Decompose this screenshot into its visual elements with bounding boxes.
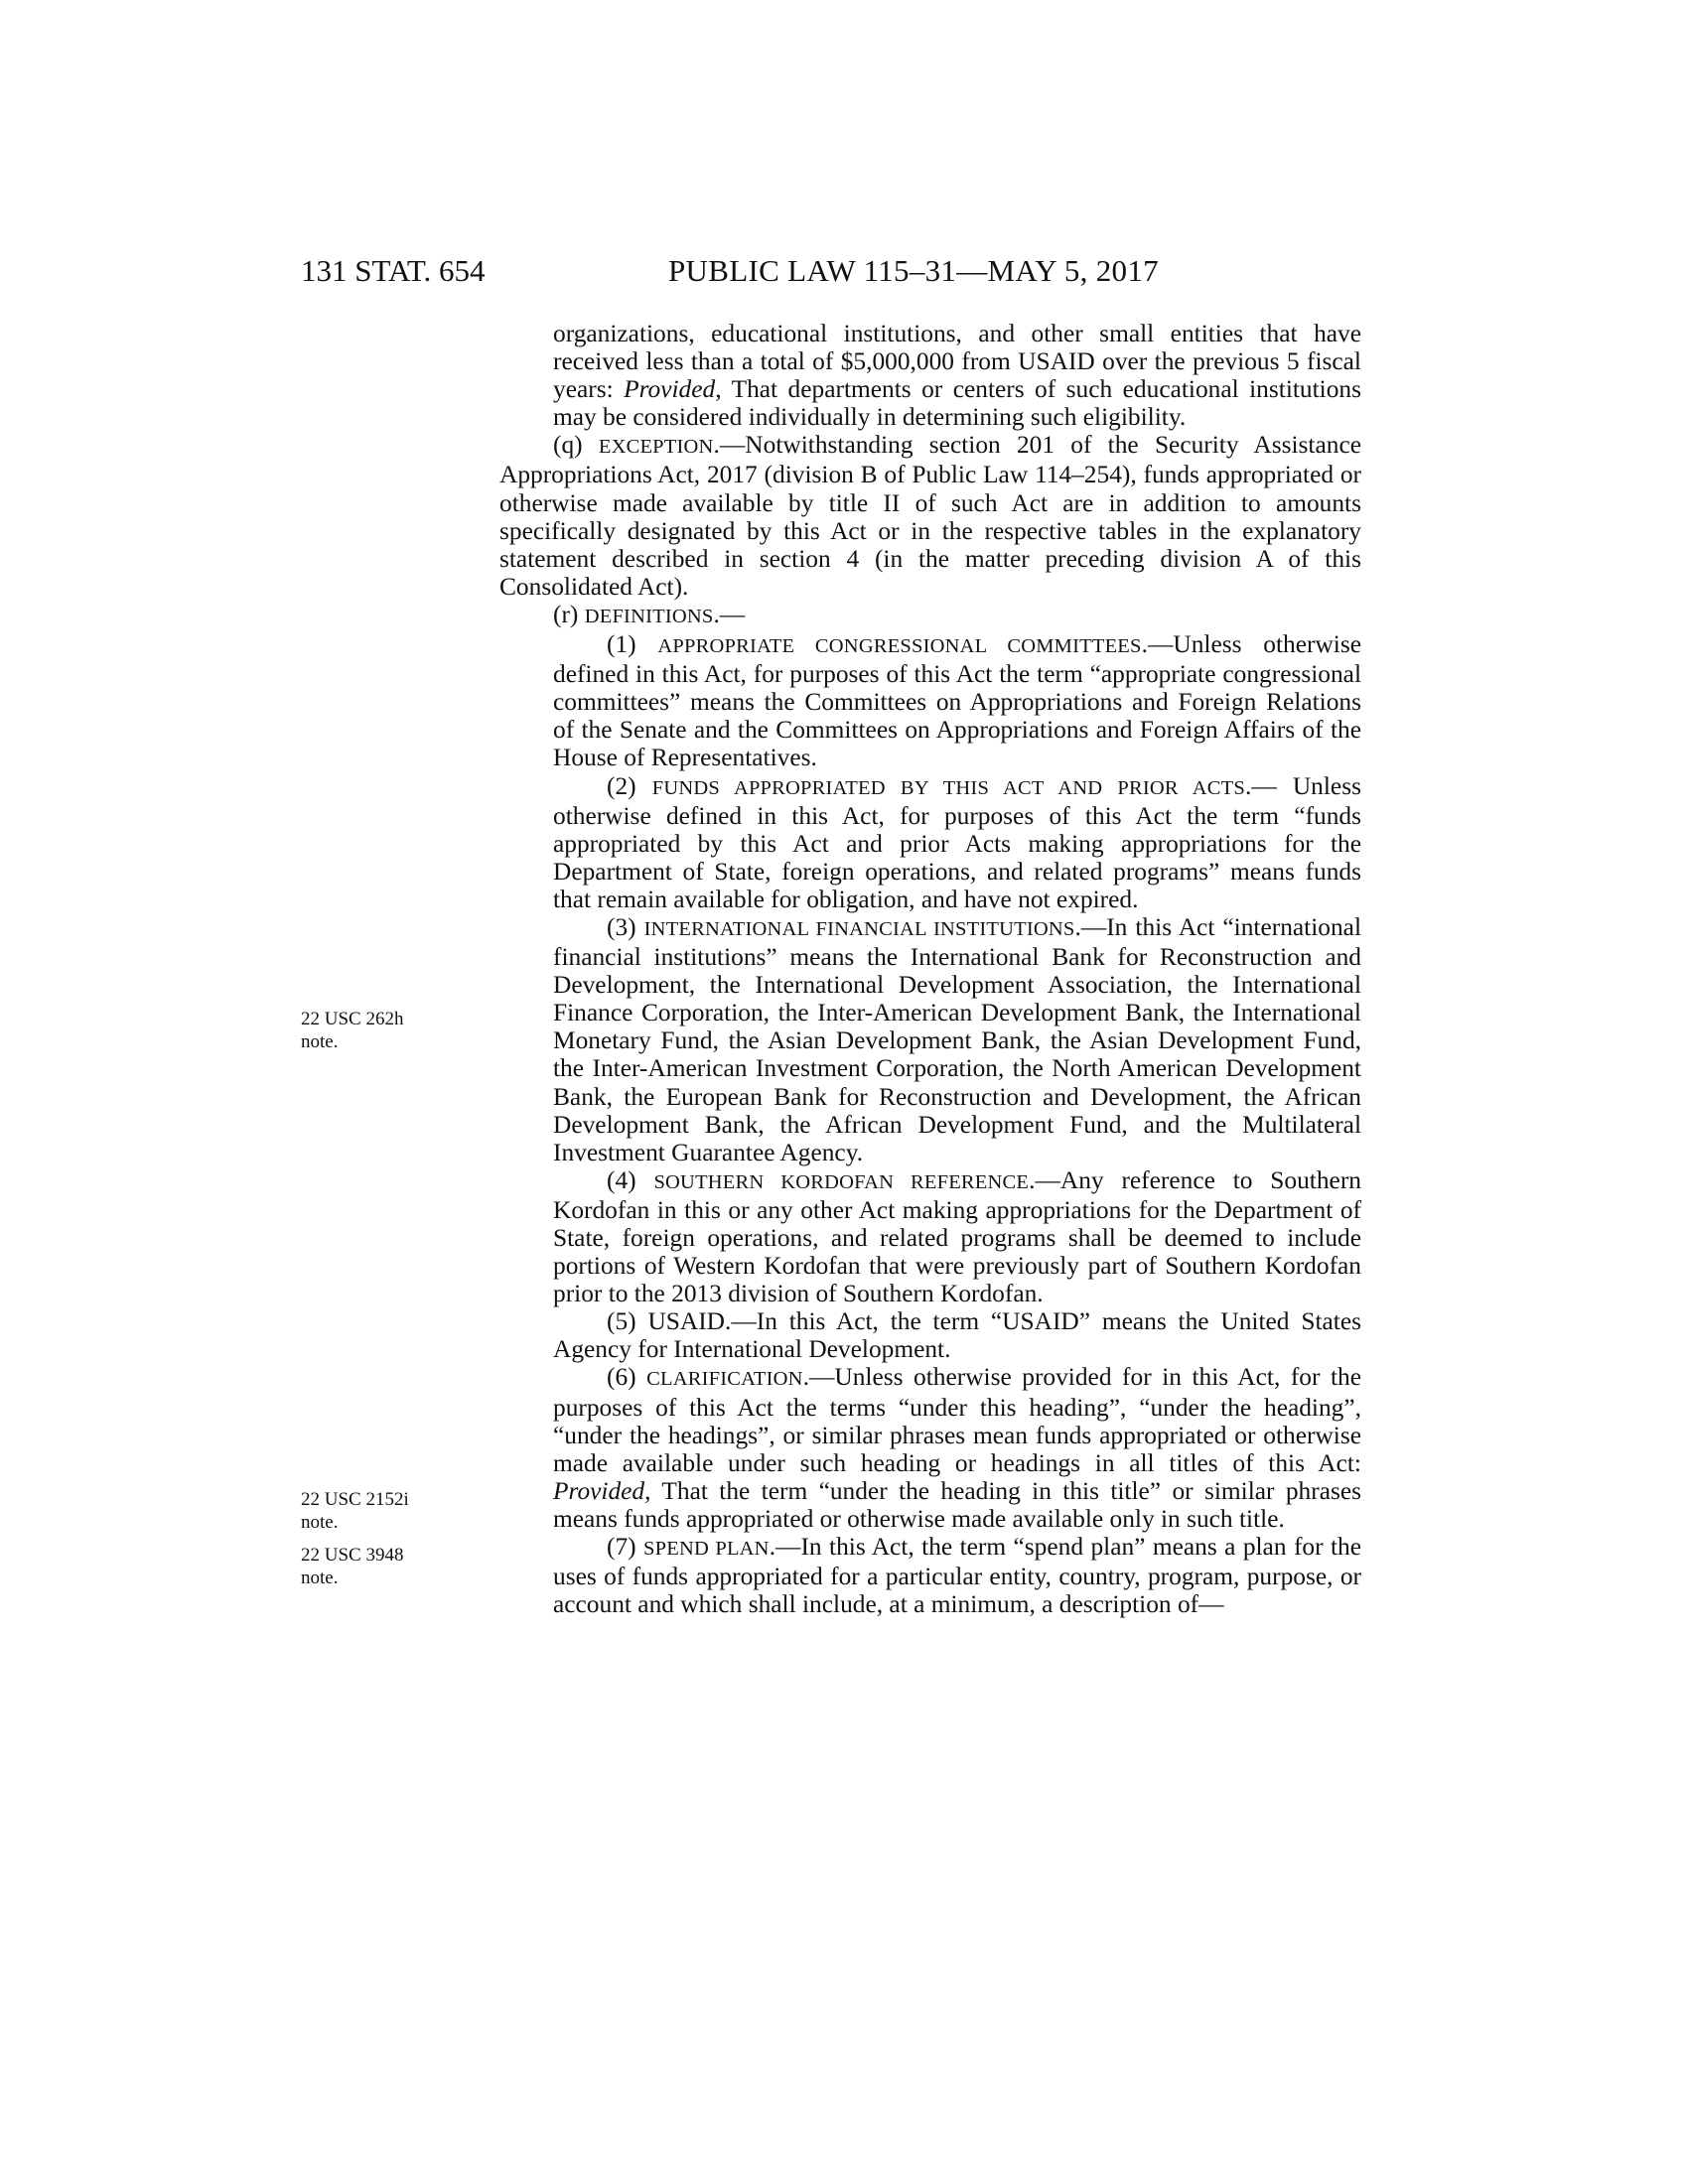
margin-note-citation: 22 USC 2152i xyxy=(301,1489,409,1510)
definition-2: (2) FUNDS APPROPRIATED BY THIS ACT AND PRIOR ACTS.— Unless otherwise defined in this Act, for purposes of this Act the term “funds appropriated by this Act and prior Acts making appropriations for the Department of State, foreign operations, and related programs” means funds that remain available for obligation, and have not expired. xyxy=(553,771,1361,913)
margin-note-suffix: note. xyxy=(301,1512,339,1533)
caption: DEFINITIONS xyxy=(584,605,714,627)
definition-4: (4) SOUTHERN KORDOFAN REFERENCE.—Any reference to Southern Kordofan in this or any other Act making appropriations for the Department of State, foreign operations, and related programs shall be deemed to include portions of Western Kordofan that were previously part of Southern Kordofan prior to the 2013 division of Southern Kordofan. xyxy=(553,1165,1361,1308)
definition-3: (3) INTERNATIONAL FINANCIAL INSTITUTIONS.—In this Act “international financial institutions” means the International Bank for Reconstruction and Development, the International Development Association, the International Finance Corporation, the Inter-American Development Bank, the International Monetary Fund, the Asian Development Bank, the Asian Development Fund, the Inter-American Investment Corporation, the North American Development Bank, the European Bank for Reconstruction and Development, the African Development Bank, the African Development Fund, and the Multilateral Investment Guarantee Agency. xyxy=(553,912,1361,1166)
paragraph-continuation: organizations, educational institutions, and other small entities that have received less than a total of $5,000,000 from USAID over the previous 5 fiscal years: Provided, That departments or centers of such educational institutions may be considered individually in determining such eligibility. xyxy=(553,320,1361,432)
caption: SPEND PLAN xyxy=(643,1538,770,1561)
margin-note-usc-2152i xyxy=(301,1488,430,1534)
caption: CLARIFICATION xyxy=(646,1368,803,1391)
definition-5: (5) USAID.—In this Act, the term “USAID” means the United States Agency for International Development. xyxy=(553,1307,1361,1364)
caption: APPROPRIATE CONGRESSIONAL COMMITTEES xyxy=(657,635,1142,658)
margin-note-usc-3948 xyxy=(301,1544,430,1589)
statute-page-number: 131 STAT. 654 xyxy=(301,253,486,288)
subsection-q-exception: (q) EXCEPTION.—Notwithstanding section 201 of the Security Assistance Appropriations Act, 2017 (division B of Public Law 114–254), funds appropriated or otherwise made available by title II of such Act are in addition to amounts specifically designated by this Act or in the respective tables in the explanatory statement described in section 4 (in the matter preceding division A of this Consolidated Act). xyxy=(499,431,1361,601)
caption: EXCEPTION xyxy=(598,436,714,459)
margin-note-suffix: note. xyxy=(301,1568,339,1588)
subsection-r-definitions: (r) DEFINITIONS.— xyxy=(553,600,746,628)
public-law-title: PUBLIC LAW 115–31—MAY 5, 2017 xyxy=(668,253,1159,288)
statute-body xyxy=(499,320,1361,1618)
margin-note-citation: 22 USC 262h xyxy=(301,1009,404,1029)
margin-note-suffix: note. xyxy=(301,1031,339,1052)
page-header xyxy=(0,253,1688,293)
definition-1: (1) APPROPRIATE CONGRESSIONAL COMMITTEES.—Unless otherwise defined in this Act, for purposes of this Act the term “appropriate congressional committees” means the Committees on Appropriations and Foreign Relations of the Senate and the Committees on Appropriations and Foreign Affairs of the House of Representatives. xyxy=(553,630,1361,772)
caption: FUNDS APPROPRIATED BY THIS ACT AND PRIOR ACTS xyxy=(651,776,1245,799)
definition-7: (7) SPEND PLAN.—In this Act, the term “spend plan” means a plan for the uses of funds appropriated for a particular entity, country, program, purpose, or account and which shall include, at a minimum, a description of— xyxy=(553,1533,1361,1619)
caption: INTERNATIONAL FINANCIAL INSTITUTIONS xyxy=(643,917,1075,940)
definition-6: (6) CLARIFICATION.—Unless otherwise provided for in this Act, for the purposes of this Act the terms “under this heading”, “under the heading”, “under the headings”, or similar phrases mean funds appropriated or otherwise made available under such heading or headings in all titles of this Act: Provided, That the term “under the heading in this title” or similar phrases means funds appropriated or otherwise made available only in such title. xyxy=(553,1363,1361,1533)
caption: SOUTHERN KORDOFAN REFERENCE xyxy=(653,1170,1030,1193)
margin-note-usc-262h xyxy=(301,1008,430,1053)
caption: USAID xyxy=(647,1307,726,1336)
margin-note-citation: 22 USC 3948 xyxy=(301,1545,404,1566)
